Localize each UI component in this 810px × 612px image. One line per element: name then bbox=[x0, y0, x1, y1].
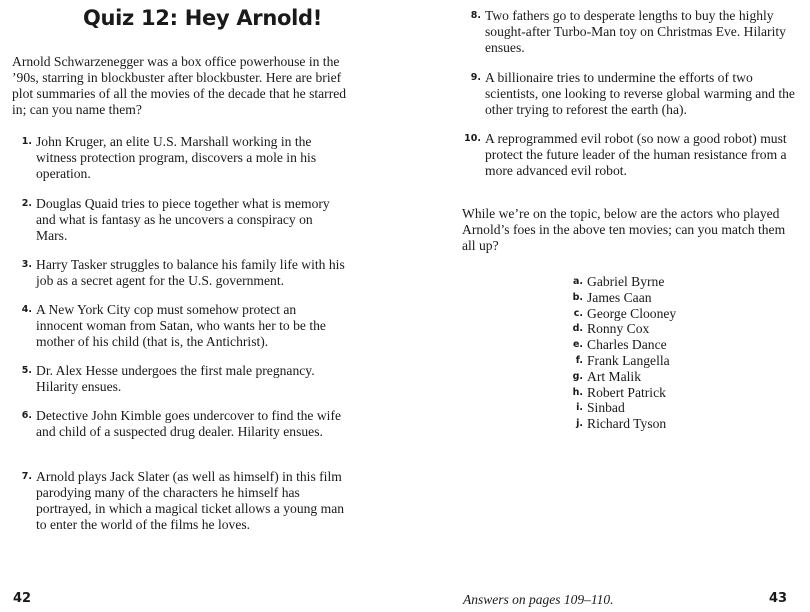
question-number: 10. bbox=[464, 133, 481, 144]
question-text: John Kruger, an elite U.S. Marshall working in the witness protection program, discovers a mole in his operation. bbox=[36, 134, 317, 181]
actor-name: Charles Dance bbox=[587, 337, 667, 353]
question-number: 2. bbox=[21, 198, 32, 209]
question-number: 5. bbox=[21, 365, 32, 376]
actor-name: Ronny Cox bbox=[587, 321, 650, 337]
question-number: 7. bbox=[21, 471, 32, 482]
question-text: Harry Tasker struggles to balance his family life with his job as a secret agent for the U.S. government. bbox=[36, 257, 345, 288]
actor-name: George Clooney bbox=[587, 305, 677, 321]
actor-item bbox=[555, 290, 755, 306]
page-number-right: 43 bbox=[769, 591, 788, 606]
question-number: 9. bbox=[470, 72, 481, 83]
actor-letter: d. bbox=[572, 323, 583, 335]
question-number: 8. bbox=[470, 10, 481, 21]
question-number: 1. bbox=[21, 136, 32, 147]
question-text: Dr. Alex Hesse undergoes the first male pregnancy. Hilarity ensues. bbox=[36, 363, 315, 394]
right-page bbox=[405, 0, 810, 612]
question-number: 6. bbox=[21, 410, 32, 421]
actor-item bbox=[555, 400, 755, 416]
question-text: Douglas Quaid tries to piece together what is memory and what is fantasy as he uncovers a conspiracy on Mars. bbox=[36, 196, 330, 243]
actor-letter: c. bbox=[573, 307, 583, 319]
actor-name: James Caan bbox=[587, 289, 652, 305]
actor-item bbox=[555, 369, 755, 385]
actor-name: Frank Langella bbox=[587, 352, 670, 368]
actor-name: Gabriel Byrne bbox=[587, 274, 665, 289]
actor-name: Robert Patrick bbox=[587, 384, 666, 400]
question-text: A billionaire tries to undermine the efforts of two scientists, one looking to reverse global warming and the other trying to reforest the earth (ha). bbox=[485, 70, 795, 117]
answers-note: Answers on pages 109–110. bbox=[463, 592, 614, 607]
actor-letter: h. bbox=[572, 386, 583, 398]
actors-intro-paragraph: While we’re on the topic, below are the actors who played Arnold’s foes in the above ten movies; can you match them all up? bbox=[462, 206, 786, 253]
actor-name: Sinbad bbox=[587, 400, 625, 416]
actor-item bbox=[555, 353, 755, 369]
intro-paragraph: Arnold Schwarzenegger was a box office powerhouse in the ’90s, starring in blockbuster after blockbuster. Here are brief plot summaries of all the movies of the decade that he starred in; can you name them? bbox=[12, 54, 347, 117]
actor-letter: f. bbox=[575, 354, 583, 366]
actor-item bbox=[555, 416, 755, 432]
actor-letter: e. bbox=[572, 339, 583, 351]
question-text: Two fathers go to desperate lengths to buy the highly sought-after Turbo-Man toy on Christmas Eve. Hilarity ensues. bbox=[485, 8, 786, 55]
quiz-title: Quiz 12: Hey Arnold! bbox=[82, 6, 323, 30]
actor-letter: b. bbox=[572, 291, 583, 303]
question-number: 3. bbox=[21, 259, 32, 270]
actor-item bbox=[555, 321, 755, 337]
actor-letter: i. bbox=[576, 402, 583, 414]
actor-item bbox=[555, 306, 755, 322]
question-text: A New York City cop must somehow protect an innocent woman from Satan, who wants her to be the mother of his child (that is, the Antichrist). bbox=[36, 302, 326, 349]
actor-letter: j. bbox=[576, 418, 583, 430]
actor-letter: g. bbox=[572, 370, 583, 382]
actor-name: Art Malik bbox=[587, 368, 641, 384]
question-text: Arnold plays Jack Slater (as well as himself) in this film parodying many of the characters he himself has portrayed, in which a magical ticket allows a young man to enter the world of the films he loves. bbox=[36, 469, 345, 532]
actor-letter: a. bbox=[572, 276, 583, 287]
question-number: 4. bbox=[21, 304, 32, 315]
question-text: A reprogrammed evil robot (so now a good robot) must protect the future leader of the human resistance from a more advanced evil robot. bbox=[485, 131, 787, 178]
actor-item bbox=[555, 385, 755, 401]
page-number-left: 42 bbox=[13, 591, 32, 606]
actor-item bbox=[555, 337, 755, 353]
question-text: Detective John Kimble goes undercover to find the wife and child of a suspected drug dealer. Hilarity ensues. bbox=[36, 408, 342, 439]
actor-item bbox=[555, 274, 755, 290]
actor-name: Richard Tyson bbox=[587, 416, 667, 432]
actors-list bbox=[555, 274, 755, 432]
